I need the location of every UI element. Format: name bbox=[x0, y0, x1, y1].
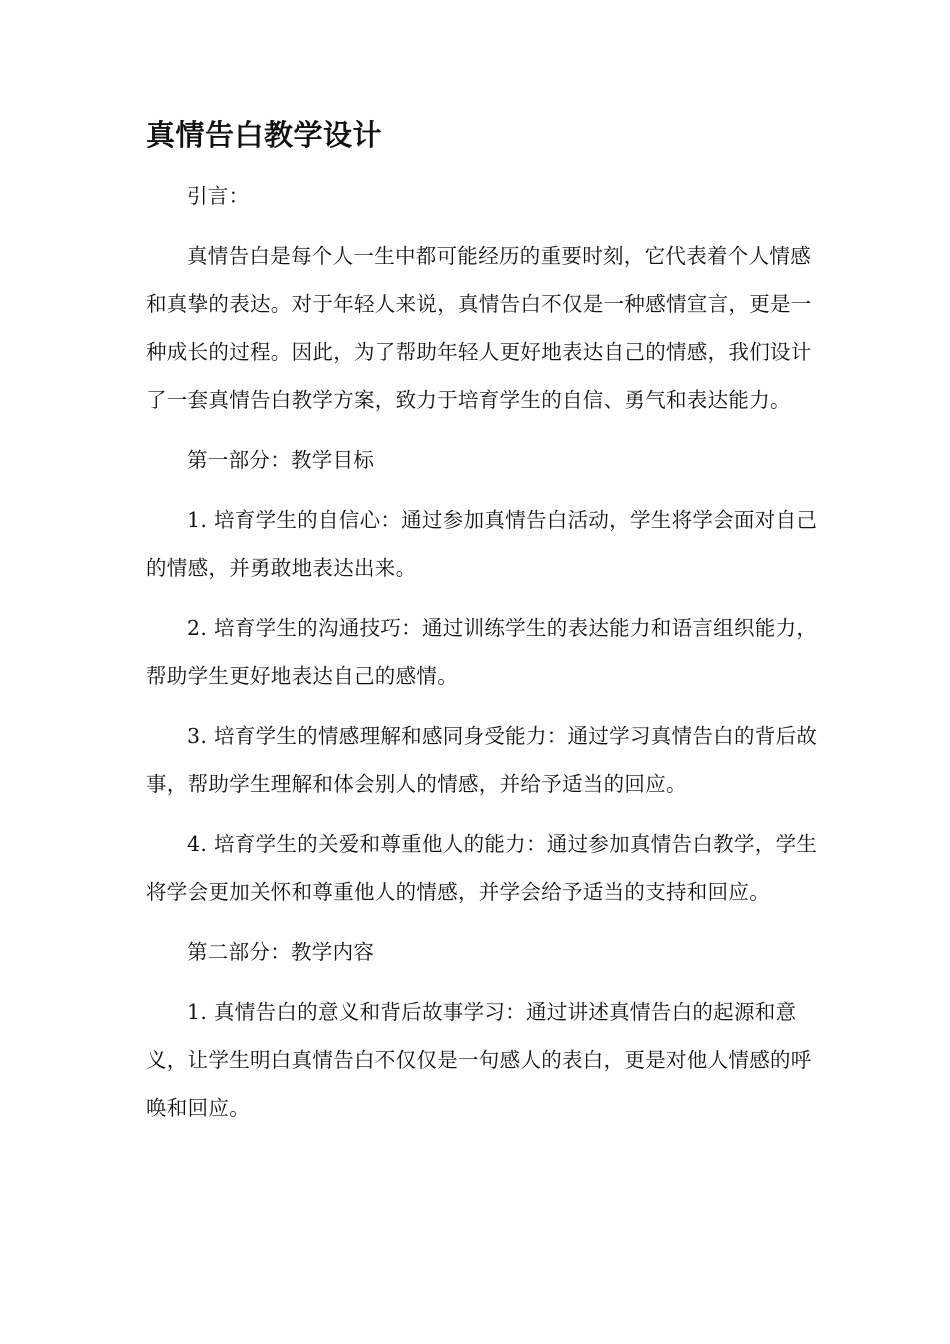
goal-item-2: 2. 培育学生的沟通技巧：通过训练学生的表达能力和语言组织能力，帮助学生更好地表达自己的感情。 bbox=[146, 616, 818, 688]
content-item-1: 1. 真情告白的意义和背后故事学习：通过讲述真情告白的起源和意义，让学生明白真情告白不仅仅是一句感人的表白，更是对他人情感的呼唤和回应。 bbox=[146, 1000, 812, 1120]
document-page bbox=[146, 112, 826, 1144]
goal-item-1: 1. 培育学生的自信心：通过参加真情告白活动，学生将学会面对自己的情感，并勇敢地表达出来。 bbox=[146, 508, 818, 580]
section-heading-content: 第二部分：教学内容 bbox=[187, 940, 375, 964]
intro-heading: 引言： bbox=[187, 184, 250, 208]
document-title: 真情告白教学设计 bbox=[146, 118, 383, 152]
section-heading-goals: 第一部分：教学目标 bbox=[187, 448, 375, 472]
goal-item-4: 4. 培育学生的关爱和尊重他人的能力：通过参加真情告白教学，学生将学会更加关怀和尊重他人的情感，并学会给予适当的支持和回应。 bbox=[146, 832, 818, 904]
goal-item-3: 3. 培育学生的情感理解和感同身受能力：通过学习真情告白的背后故事，帮助学生理解和体会别人的情感，并给予适当的回应。 bbox=[146, 724, 818, 796]
intro-paragraph: 真情告白是每个人一生中都可能经历的重要时刻，它代表着个人情感和真挚的表达。对于年轻人来说，真情告白不仅是一种感情宣言，更是一种成长的过程。因此，为了帮助年轻人更好地表达自己的情感，我们设计了一套真情告白教学方案，致力于培育学生的自信、勇气和表达能力。 bbox=[146, 244, 812, 412]
